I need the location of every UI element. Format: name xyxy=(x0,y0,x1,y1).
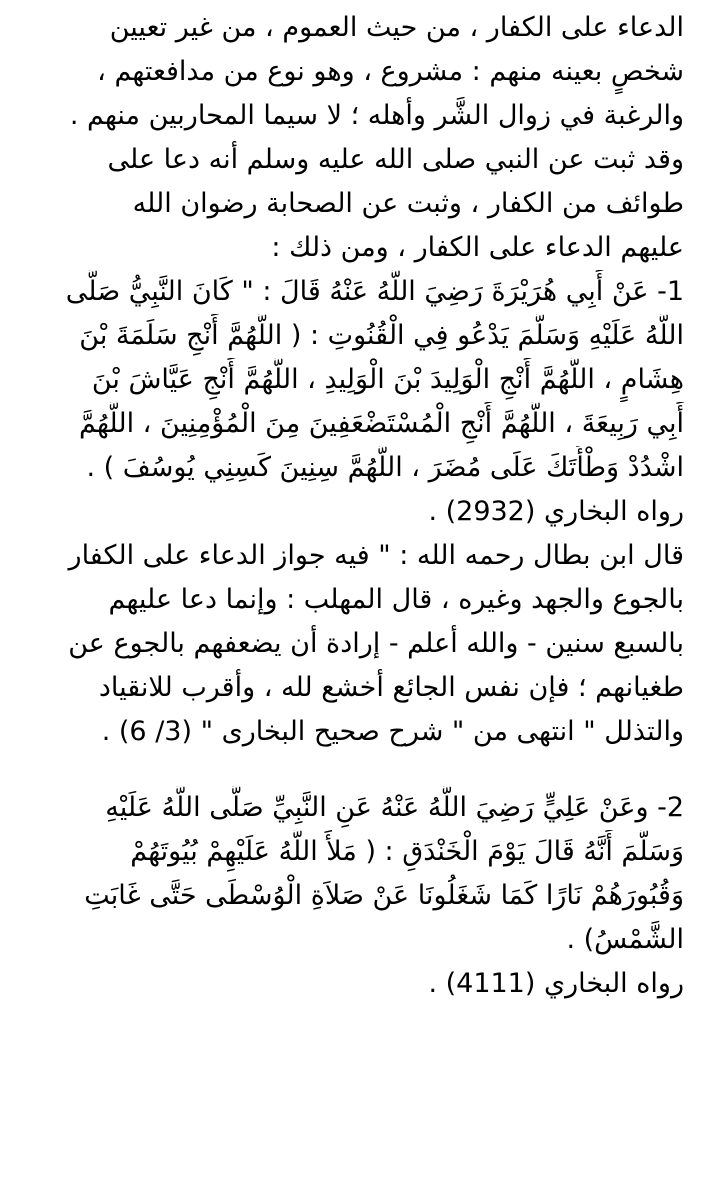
intro-line: وقد ثبت عن النبي صلى الله عليه وسلم أنه دعا على xyxy=(107,144,684,175)
intro-line: شخصٍ بعينه منهم : مشروع ، وهو نوع من مدافعتهم ، xyxy=(97,56,684,87)
commentary-line: قال ابن بطال رحمه الله : " فيه جواز الدعاء على الكفار xyxy=(68,540,684,571)
commentary-line: بالسبع سنين - والله أعلم - إرادة أن يضعفهم بالجوع عن xyxy=(68,628,684,659)
hadith-two-line: 2- وعَنْ عَلِيٍّ رَضِيَ اللَّهُ عَنْهُ عَنِ النَّبِيِّ صَلَّى اللَّهُ عَلَيْهِ xyxy=(105,792,684,823)
hadith-two-line: الشَّمْسُ) . xyxy=(566,924,684,955)
commentary-line: طغيانهم ؛ فإن نفس الجائع أخشع لله ، وأقرب للانقياد xyxy=(98,672,684,703)
hadith-one-line: اللَّهُ عَلَيْهِ وَسَلَّمَ يَدْعُو فِي الْقُنُوتِ : ( اللَّهُمَّ أَنْجِ سَلَمَةَ بْنَ xyxy=(79,320,684,351)
hadith-one-line: أَبِي رَبِيعَةَ ، اللَّهُمَّ أَنْجِ الْمُسْتَضْعَفِينَ مِنَ الْمُؤْمِنِينَ ، اللَّهُمَّ xyxy=(79,408,684,439)
hadith-two-line: وَسَلَّمَ أَنَّهُ قَالَ يَوْمَ الْخَنْدَقِ : ( مَلأَ اللَّهُ عَلَيْهِمْ بُيُوتَهُمْ xyxy=(130,836,684,867)
intro-line: والرغبة في زوال الشَّر وأهله ؛ لا سيما المحاربين منهم . xyxy=(69,100,684,131)
hadith-one-line: اشْدُدْ وَطْأَتَكَ عَلَى مُضَرَ ، اللَّهُمَّ سِنِينَ كَسِنِي يُوسُفَ ) . xyxy=(86,452,684,483)
hadith-one xyxy=(24,270,684,534)
commentary-line: والتذلل " انتهى من " شرح صحيح البخارى " (3/ 6) . xyxy=(101,716,684,747)
paragraph-spacer xyxy=(24,754,684,786)
intro-paragraph xyxy=(24,6,684,270)
intro-line: الدعاء على الكفار ، من حيث العموم ، من غير تعيين xyxy=(109,12,684,43)
commentary-line: بالجوع والجهد وغيره ، قال المهلب : وإنما دعا عليهم xyxy=(108,584,684,615)
hadith-two-line: وَقُبُورَهُمْ نَارًا كَمَا شَغَلُونَا عَنْ صَلاَةِ الْوُسْطَى حَتَّى غَابَتِ xyxy=(84,880,684,911)
hadith-two-reference: رواه البخاري (4111) . xyxy=(428,968,684,999)
hadith-two xyxy=(24,786,684,1006)
commentary-paragraph xyxy=(24,534,684,754)
intro-line: عليهم الدعاء على الكفار ، ومن ذلك : xyxy=(271,232,684,263)
intro-line: طوائف من الكفار ، وثبت عن الصحابة رضوان الله xyxy=(132,188,684,219)
hadith-one-line: هِشَامٍ ، اللَّهُمَّ أَنْجِ الْوَلِيدَ بْنَ الْوَلِيدِ ، اللَّهُمَّ أَنْجِ عَيَّاشَ بْنَ xyxy=(91,364,684,395)
hadith-one-reference: رواه البخاري (2932) . xyxy=(428,496,684,527)
hadith-one-line: 1- عَنْ أَبِي هُرَيْرَةَ رَضِيَ اللَّهُ عَنْهُ قَالَ : " كَانَ النَّبِيُّ صَلَّى xyxy=(65,276,684,307)
